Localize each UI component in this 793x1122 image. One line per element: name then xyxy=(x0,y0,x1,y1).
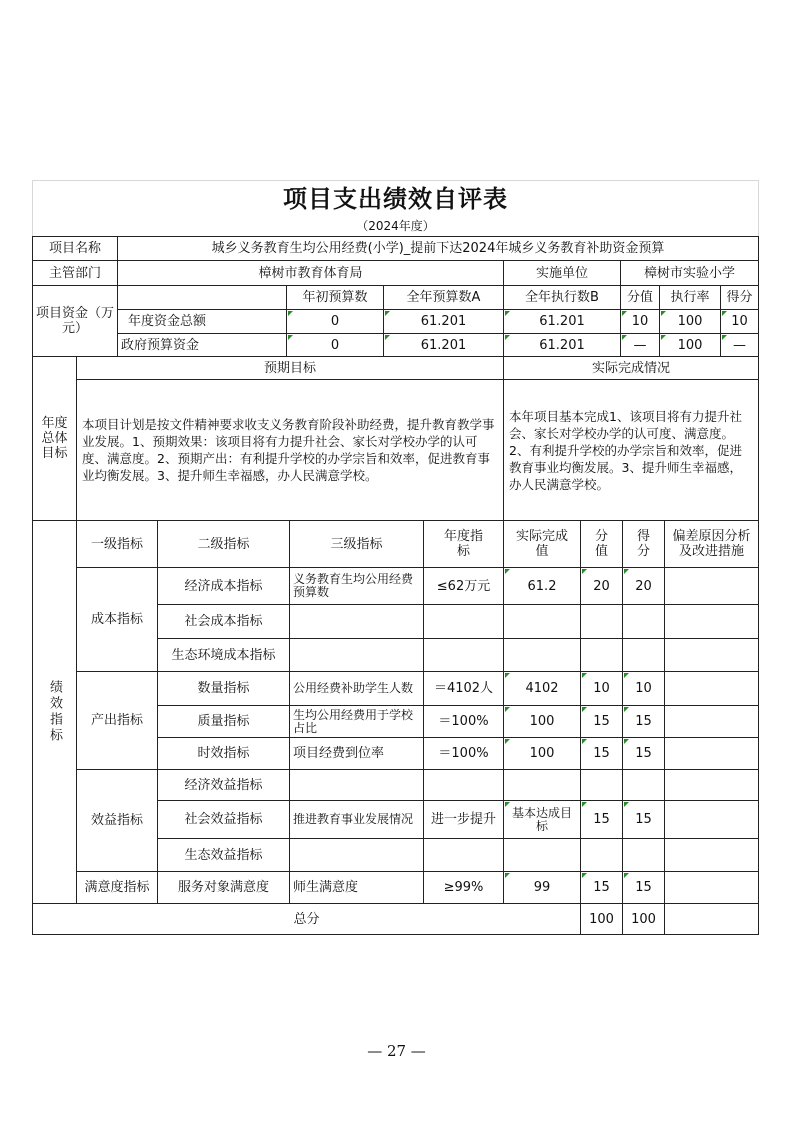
funds-row-gov-executed: 61.201 xyxy=(503,333,621,357)
ind-target: 进一步提升 xyxy=(423,800,504,839)
ind-target: ＝100% xyxy=(423,705,504,738)
ind-l3: 生均公用经费用于学校占比 xyxy=(289,705,424,738)
funds-row-total-annual: 61.201 xyxy=(383,309,504,334)
ind-target: ＝100% xyxy=(423,737,504,770)
unit-value: 樟树市实验小学 xyxy=(620,260,759,286)
ind-l3: 师生满意度 xyxy=(289,871,424,904)
total-score-value: 100 xyxy=(580,903,623,935)
ind-score: 15 xyxy=(622,705,665,738)
ind-score xyxy=(622,604,665,639)
goals-expected-text: 本项目计划是按文件精神要求收支义务教育阶段补助经费，提升教育教学事业发展。1、预期效果：该项目将有力提升社会、家长对学校办学的认可度、满意度。2、预期产出：有利提升学校的办学宗旨和效率，促进教育事业均衡发展。3、提升师生幸福感，办人民满意学校。 xyxy=(76,379,504,521)
funds-header-score: 得分 xyxy=(720,285,759,310)
ind-header-level2: 二级指标 xyxy=(157,520,290,568)
ind-l2: 社会效益指标 xyxy=(157,800,290,839)
ind-header-deviation: 偏差原因分析及改进措施 xyxy=(664,520,759,568)
ind-actual: 基本达成目标 xyxy=(503,800,581,839)
ind-actual: 61.2 xyxy=(503,567,581,605)
funds-row-gov-initial: 0 xyxy=(286,333,384,357)
ind-group-output: 产出指标 xyxy=(76,671,158,770)
ind-actual: 100 xyxy=(503,705,581,738)
ind-actual: 4102 xyxy=(503,671,581,706)
page-number: — 27 — xyxy=(367,1042,426,1060)
indicators-label: 绩效指标 xyxy=(32,520,77,904)
ind-group-cost: 成本指标 xyxy=(76,567,158,672)
ind-score xyxy=(622,638,665,672)
funds-header-initial: 年初预算数 xyxy=(286,285,384,310)
ind-score-value xyxy=(580,604,623,639)
ind-deviation xyxy=(664,567,759,605)
ind-score-value: 15 xyxy=(580,705,623,738)
ind-header-score-value: 分值 xyxy=(580,520,623,568)
funds-header-blank xyxy=(117,285,287,310)
ind-deviation xyxy=(664,737,759,770)
dept-label: 主管部门 xyxy=(32,260,118,286)
ind-l2: 时效指标 xyxy=(157,737,290,770)
ind-target: ≤62万元 xyxy=(423,567,504,605)
ind-score-value: 20 xyxy=(580,567,623,605)
funds-header-score-value: 分值 xyxy=(620,285,660,310)
funds-row-gov-score: — xyxy=(720,333,759,357)
ind-deviation xyxy=(664,604,759,639)
ind-actual: 100 xyxy=(503,737,581,770)
funds-header-rate: 执行率 xyxy=(659,285,721,310)
ind-score: 10 xyxy=(622,671,665,706)
ind-target: ≥99% xyxy=(423,871,504,904)
ind-group-satisfaction: 满意度指标 xyxy=(76,871,158,904)
ind-l3 xyxy=(289,838,424,872)
goals-expected-header: 预期目标 xyxy=(76,356,504,380)
ind-header-score: 得分 xyxy=(622,520,665,568)
ind-score: 15 xyxy=(622,737,665,770)
ind-header-level3: 三级指标 xyxy=(289,520,424,568)
ind-l2: 服务对象满意度 xyxy=(157,871,290,904)
ind-score: 20 xyxy=(622,567,665,605)
ind-score-value xyxy=(580,838,623,872)
project-name-label: 项目名称 xyxy=(32,236,118,261)
funds-label: 项目资金（万元） xyxy=(32,285,118,357)
total-score: 100 xyxy=(622,903,665,935)
funds-row-gov-label: 政府预算资金 xyxy=(117,333,287,357)
ind-score xyxy=(622,769,665,801)
funds-row-total-rate: 100 xyxy=(659,309,721,334)
ind-target: ＝4102人 xyxy=(423,671,504,706)
ind-l2: 经济成本指标 xyxy=(157,567,290,605)
ind-deviation xyxy=(664,871,759,904)
unit-label: 实施单位 xyxy=(503,260,621,286)
goals-label: 年度总体目标 xyxy=(32,356,77,521)
ind-target xyxy=(423,638,504,672)
ind-header-level1: 一级指标 xyxy=(76,520,158,568)
dept-value: 樟树市教育体育局 xyxy=(117,260,504,286)
ind-actual xyxy=(503,838,581,872)
funds-header-executed: 全年执行数B xyxy=(503,285,621,310)
ind-score-value: 15 xyxy=(580,871,623,904)
ind-l2: 生态环境成本指标 xyxy=(157,638,290,672)
ind-l3: 义务教育生均公用经费预算数 xyxy=(289,567,424,605)
ind-l3: 项目经费到位率 xyxy=(289,737,424,770)
ind-deviation xyxy=(664,638,759,672)
funds-row-total-score-value: 10 xyxy=(620,309,660,334)
ind-l2: 生态效益指标 xyxy=(157,838,290,872)
ind-score: 15 xyxy=(622,800,665,839)
total-deviation-blank xyxy=(664,903,759,935)
ind-l2: 数量指标 xyxy=(157,671,290,706)
ind-target xyxy=(423,769,504,801)
form-title: 项目支出绩效自评表 xyxy=(32,180,759,216)
ind-deviation xyxy=(664,838,759,872)
ind-deviation xyxy=(664,671,759,706)
ind-l2: 社会成本指标 xyxy=(157,604,290,639)
ind-actual xyxy=(503,769,581,801)
ind-score-value: 15 xyxy=(580,800,623,839)
ind-deviation xyxy=(664,800,759,839)
goals-actual-header: 实际完成情况 xyxy=(503,356,759,380)
ind-l3 xyxy=(289,769,424,801)
ind-score-value xyxy=(580,769,623,801)
ind-l3 xyxy=(289,604,424,639)
ind-l3: 公用经费补助学生人数 xyxy=(289,671,424,706)
ind-actual xyxy=(503,638,581,672)
total-label: 总分 xyxy=(32,903,581,935)
ind-l3 xyxy=(289,638,424,672)
ind-score: 15 xyxy=(622,871,665,904)
ind-deviation xyxy=(664,705,759,738)
ind-l2: 经济效益指标 xyxy=(157,769,290,801)
ind-score xyxy=(622,838,665,872)
ind-group-benefit: 效益指标 xyxy=(76,769,158,872)
form-subtitle: （2024年度） xyxy=(32,216,759,236)
ind-header-target: 年度指标 xyxy=(423,520,504,568)
funds-row-total-score: 10 xyxy=(720,309,759,334)
funds-row-gov-rate: 100 xyxy=(659,333,721,357)
funds-row-gov-annual: 61.201 xyxy=(383,333,504,357)
funds-row-gov-score-value: — xyxy=(620,333,660,357)
funds-row-total-label: 年度资金总额 xyxy=(117,309,287,334)
funds-header-annual: 全年预算数A xyxy=(383,285,504,310)
project-name-value: 城乡义务教育生均公用经费(小学)_提前下达2024年城乡义务教育补助资金预算 xyxy=(117,236,759,261)
ind-actual: 99 xyxy=(503,871,581,904)
funds-row-total-initial: 0 xyxy=(286,309,384,334)
ind-target xyxy=(423,838,504,872)
ind-header-actual: 实际完成值 xyxy=(503,520,581,568)
ind-deviation xyxy=(664,769,759,801)
ind-l2: 质量指标 xyxy=(157,705,290,738)
ind-target xyxy=(423,604,504,639)
goals-actual-text: 本年项目基本完成1、该项目将有力提升社会、家长对学校办学的认可度、满意度。2、有利提升学校的办学宗旨和效率，促进教育事业均衡发展。3、提升师生幸福感，办人民满意学校。 xyxy=(503,379,759,521)
ind-score-value: 15 xyxy=(580,737,623,770)
funds-row-total-executed: 61.201 xyxy=(503,309,621,334)
ind-score-value: 10 xyxy=(580,671,623,706)
ind-score-value xyxy=(580,638,623,672)
ind-l3: 推进教育事业发展情况 xyxy=(289,800,424,839)
ind-actual xyxy=(503,604,581,639)
